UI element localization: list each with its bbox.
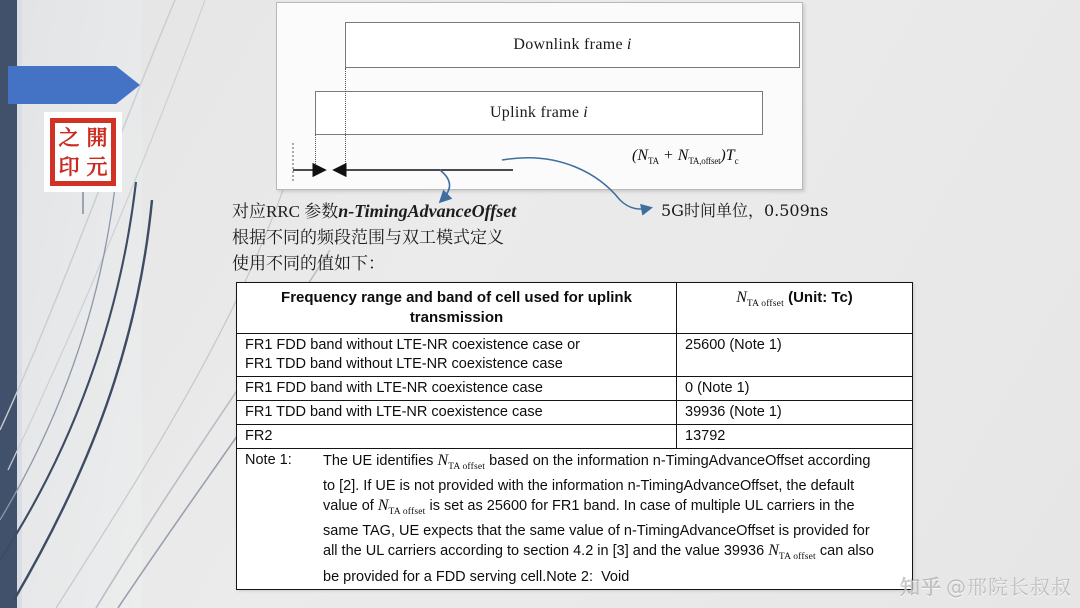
note-label: Note 1: <box>245 452 292 468</box>
note-seg3: is set as 25600 for FR1 band. In case of multiple UL carriers in the same TAG, UE expects that the same value of n-TimingAdvanceOffset is provided for all the UL carriers according to section 4.2 in [3] and the value 39936 <box>323 498 870 560</box>
formula-plus: + <box>658 147 678 164</box>
table-note-row <box>237 449 913 590</box>
row4-col1: FR2 <box>237 425 677 449</box>
frame-timing-diagram <box>276 2 803 190</box>
row1-col2: 25600 (Note 1) <box>677 334 913 377</box>
formula-open-paren: ( <box>632 147 638 164</box>
annotation-line-2: 根据不同的频段范围与双工模式定义 <box>232 228 504 248</box>
seal-char-3: 印 <box>58 154 80 179</box>
seal-stamp <box>44 112 122 192</box>
formula-close-paren: ) <box>720 147 726 164</box>
uplink-frame-index: i <box>583 104 589 121</box>
formula-n-ta-offset: N <box>677 147 689 164</box>
formula-n-ta-offset-sub: TA,offset <box>688 156 721 167</box>
note-symbol-2-sub: TA offset <box>388 507 426 518</box>
blue-arrow-banner <box>8 62 140 108</box>
table-row <box>237 334 913 377</box>
table-note-cell <box>237 449 913 590</box>
measurement-arrows <box>277 3 802 189</box>
note-seg1: The UE identifies <box>323 453 438 469</box>
table-header-col1: Frequency range and band of cell used for uplink transmission <box>237 283 677 334</box>
table-row <box>237 425 913 449</box>
header-symbol <box>736 289 784 310</box>
seal-char-2: 開 <box>86 125 108 150</box>
note-symbol-1-sub: TA offset <box>448 462 486 473</box>
table-row <box>237 401 913 425</box>
note-symbol-3-n: N <box>768 542 779 560</box>
watermark-handle: @邢院长叔叔 <box>946 575 1072 599</box>
rrc-parameter-annotation <box>232 198 516 277</box>
note-seg4: can also be provided for a FDD serving cell.Note 2: <box>323 543 874 585</box>
table-row <box>237 377 913 401</box>
nta-offset-table <box>236 282 913 590</box>
header-unit: (Unit: Tc) <box>788 289 853 306</box>
formula-tc: T <box>725 147 735 164</box>
annotation-line-3: 使用不同的值如下： <box>232 254 385 274</box>
table-header-row <box>237 283 913 334</box>
zhihu-watermark <box>900 571 1072 600</box>
seal-char-4: 元 <box>86 154 108 179</box>
note-symbol-3-sub: TA offset <box>778 552 816 563</box>
note-symbol-2 <box>377 497 426 518</box>
formula-tc-sub: c <box>734 156 739 167</box>
time-unit-annotation: 5G时间单位，0.509ns <box>661 201 829 220</box>
note-symbol-1-n: N <box>437 452 449 469</box>
note-seg5: Void <box>601 568 630 585</box>
annotation-param-name: n-TimingAdvanceOffset <box>338 201 517 221</box>
header-symbol-sub: TA offset <box>746 299 784 310</box>
row4-col2: 13792 <box>677 425 913 449</box>
row3-col2: 39936 (Note 1) <box>677 401 913 425</box>
seal-grid <box>50 118 116 186</box>
note-symbol-3 <box>768 542 816 563</box>
formula-n-ta-sub: TA <box>648 156 659 167</box>
downlink-frame-index: i <box>626 36 632 53</box>
formula-n-ta: N <box>637 147 648 164</box>
note-seg2: based on the information n-TimingAdvanceOffset according to [2]. If UE is not provided with the information n-TimingAdvanceOffset, the default value of <box>323 453 871 515</box>
note-symbol-2-n: N <box>377 497 389 515</box>
row1-col1-line2: FR1 TDD band without LTE-NR coexistence case <box>245 356 563 372</box>
annotation-line-1-prefix: 对应RRC 参数 <box>232 202 339 221</box>
watermark-logo: 知乎 <box>900 575 942 599</box>
row1-col1 <box>237 334 677 377</box>
header-symbol-n: N <box>736 289 747 306</box>
downlink-frame-label: Downlink frame <box>513 36 623 53</box>
seal-pole <box>82 192 84 214</box>
table-header-col2 <box>677 283 913 334</box>
annotation-line-1 <box>232 198 516 225</box>
row2-col2: 0 (Note 1) <box>677 377 913 401</box>
seal-char-1: 之 <box>58 125 80 150</box>
note-body <box>323 451 883 587</box>
row1-col1-line1: FR1 FDD band without LTE-NR coexistence case or <box>245 337 580 353</box>
note-symbol-1 <box>437 452 486 473</box>
uplink-frame-label: Uplink frame <box>489 104 580 121</box>
row3-col1: FR1 TDD band with LTE-NR coexistence case <box>237 401 677 425</box>
row2-col1: FR1 FDD band with LTE-NR coexistence case <box>237 377 677 401</box>
